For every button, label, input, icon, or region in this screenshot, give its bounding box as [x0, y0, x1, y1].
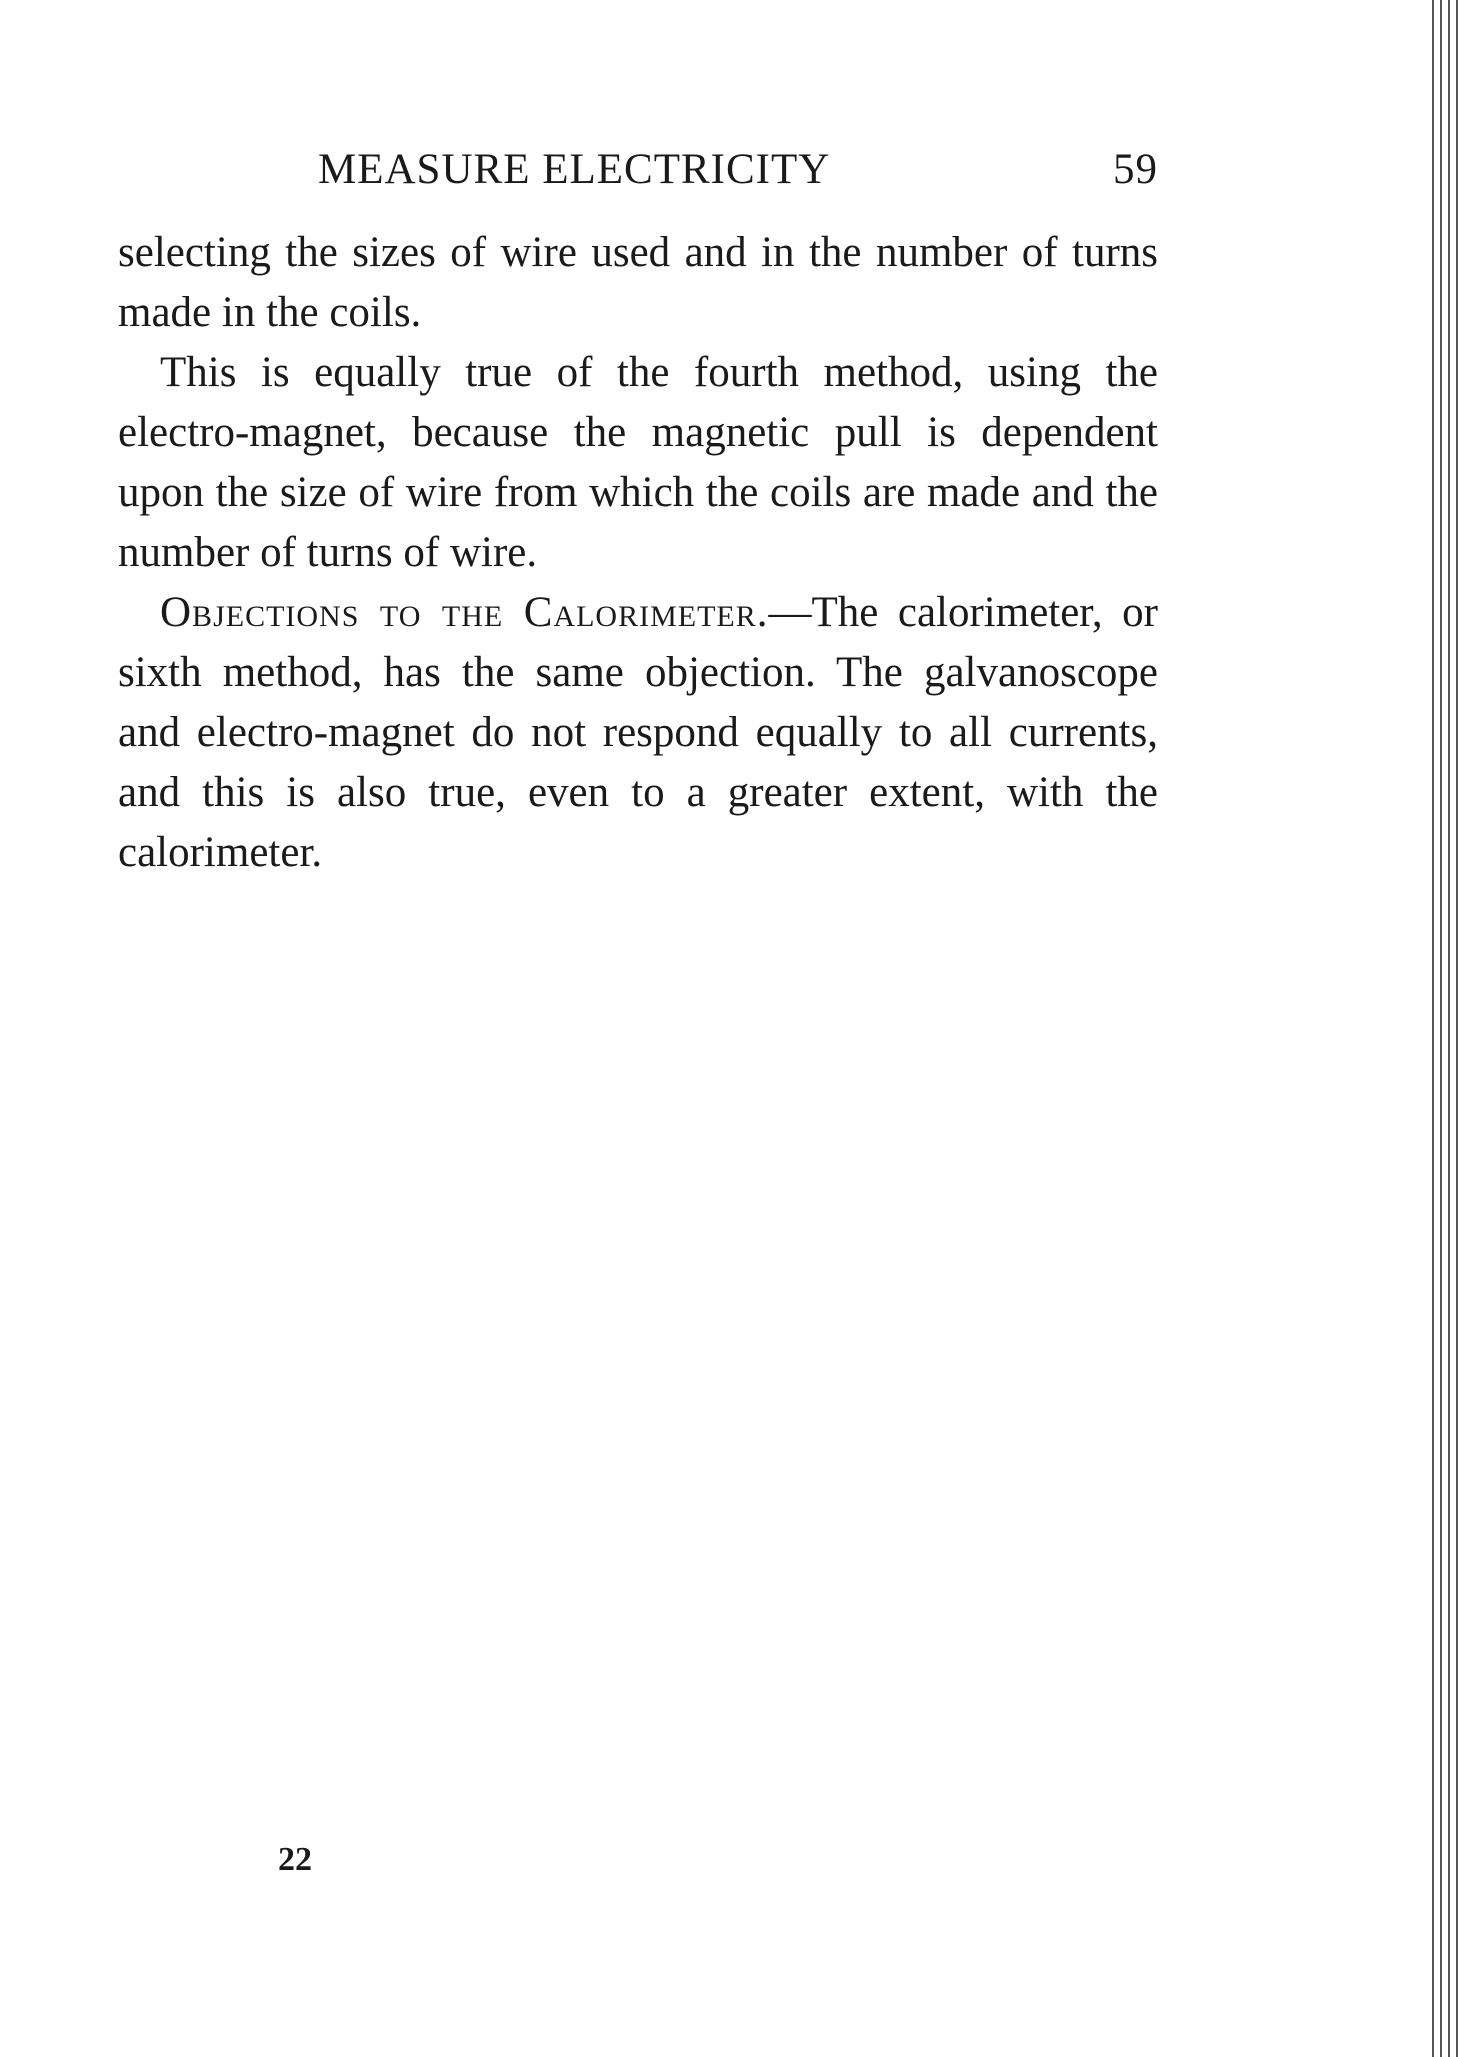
paragraph-objections-text: —The calorimeter, or sixth method, has the same objection. The galvanoscope and electro-magnet do not respond equally to all currents, and this is also true, even to a greater extent, with the calorimeter.: [118, 589, 1158, 876]
signature-mark: 22: [278, 1841, 312, 1878]
page-number: 59: [1113, 146, 1158, 193]
section-heading: Objections to the Calorimeter.: [160, 589, 769, 636]
paragraph-continuation: selecting the sizes of wire used and in the number of turns made in the coils.: [118, 229, 1158, 336]
body-text: [118, 223, 1158, 883]
paragraph-objections: [118, 583, 1158, 883]
binding-edge: [1429, 0, 1459, 2057]
running-head: [118, 145, 1158, 199]
paragraph-fourth-method: This is equally true of the fourth method, using the electro-magnet, because the magnetic pull is dependent upon the size of wire from which the coils are made and the number of turns of wire.: [118, 349, 1158, 576]
running-head-title: MEASURE ELECTRICITY: [318, 146, 831, 193]
